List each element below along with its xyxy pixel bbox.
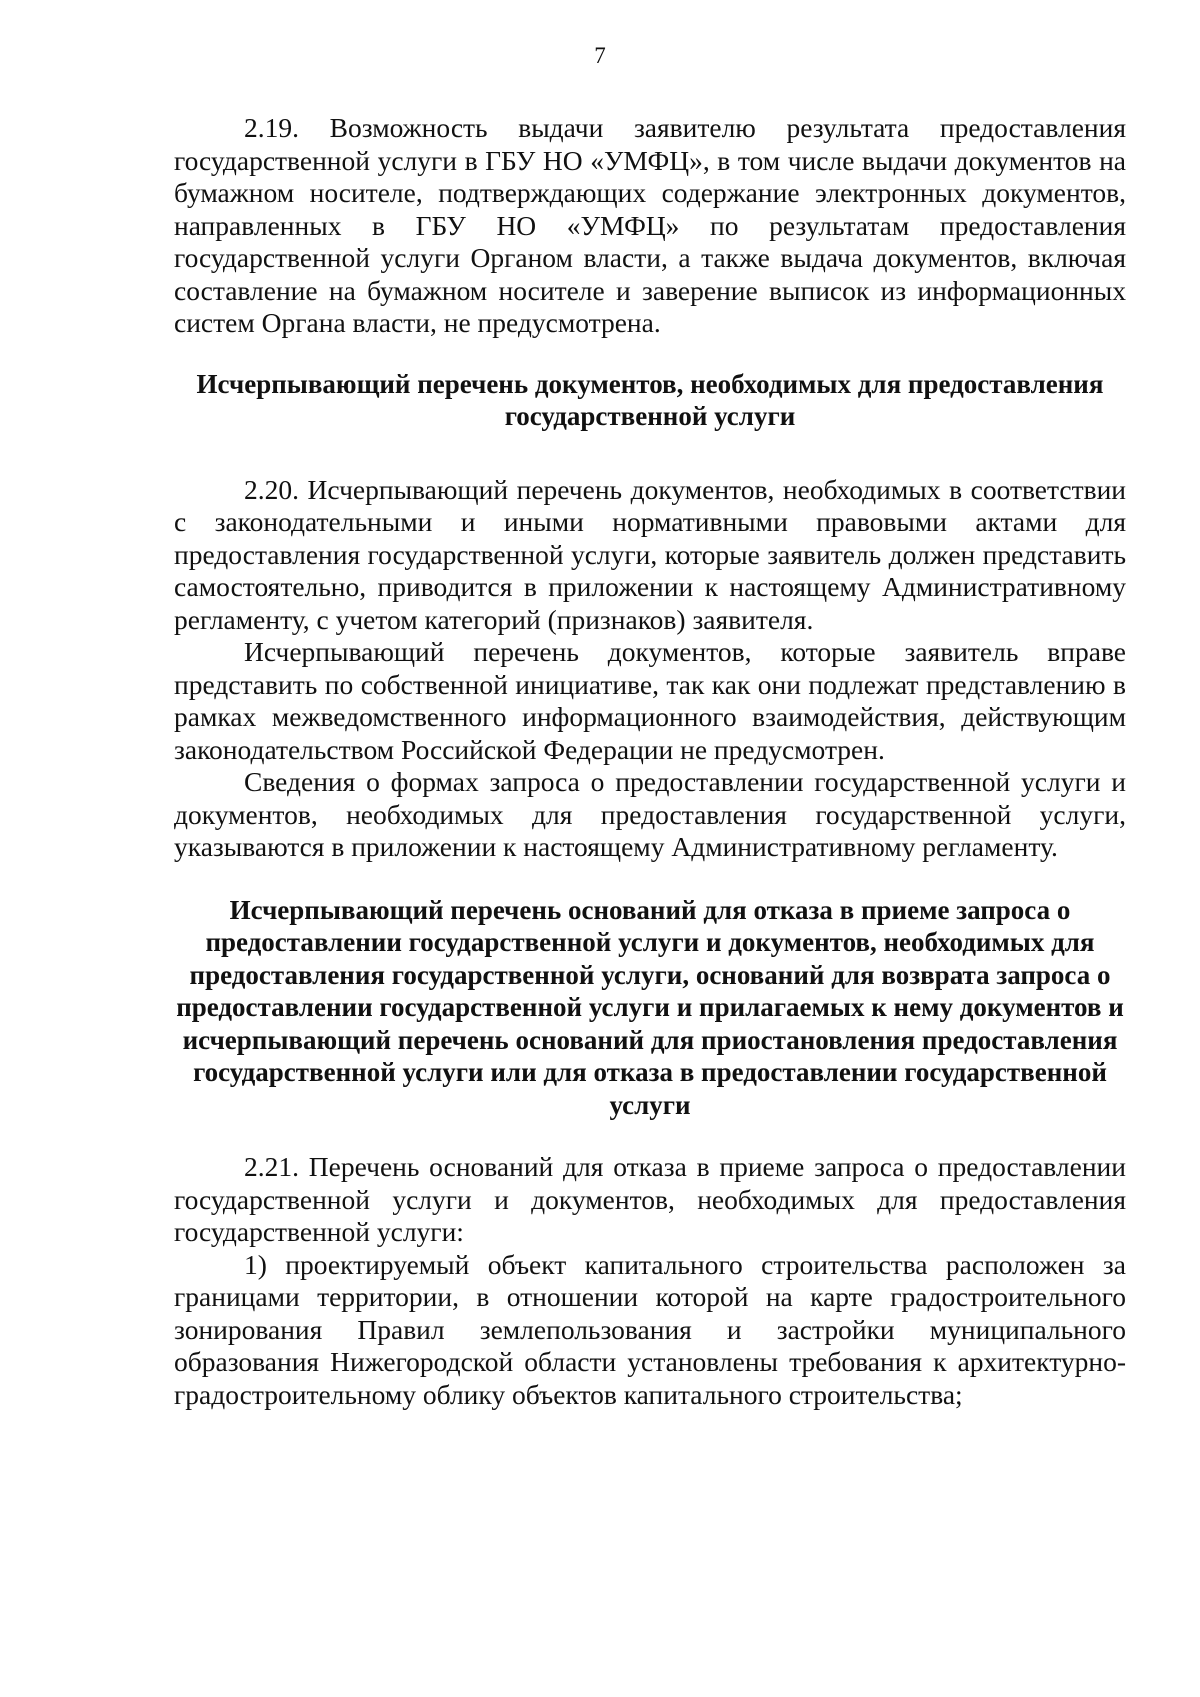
section-heading-documents: Исчерпывающий перечень документов, необходимых для предоставления государственной услуги [196, 368, 1104, 431]
page-number: 7 [594, 43, 606, 68]
paragraph-2-20: 2.20. Исчерпывающий перечень документов, необходимых в соответствии с законодательными и иными нормативными правовыми актами для предоставления государственной услуги, которые заявитель должен представить самостоятельно, приводится в приложении к настоящему Административному регламенту, с учетом категорий (признаков) заявителя. [174, 473, 1126, 635]
paragraph-forms-info: Сведения о формах запроса о предоставлении государственной услуги и документов, необходимых для предоставления государственной услуги, указываются в приложении к настоящему Административному регламенту. [174, 766, 1126, 862]
section-heading-refusal-grounds: Исчерпывающий перечень оснований для отказа в приеме запроса о предоставлении государственной услуги и документов, необходимых для предоставления государственной услуги, оснований для возврата запроса о предоставлении государственной услуги и прилагаемых к нему документов и исчерпывающий перечень оснований для приостановления предоставления государственной услуги или для отказа в предоставлении государственной услуги [176, 894, 1124, 1120]
paragraph-2-19: 2.19. Возможность выдачи заявителю результата предоставления государственной услуги в ГБУ НО «УМФЦ», в том числе выдачи документов на бумажном носителе, подтверждающих содержание электронных документов, направленных в ГБУ НО «УМФЦ» по результатам предоставления государственной услуги Органом власти, а также выдача документов, включая составление на бумажном носителе и заверение выписок из информационных систем Органа власти, не предусмотрена. [174, 112, 1126, 338]
paragraph-2-21: 2.21. Перечень оснований для отказа в приеме запроса о предоставлении государственной услуги и документов, необходимых для предоставления государственной услуги: [174, 1151, 1126, 1247]
list-item-1: 1) проектируемый объект капитального строительства расположен за границами территории, в отношении которой на карте градостроительного зонирования Правил землепользования и застройки муниципального образования Нижегородской области установлены требования к архитектурно-градостроительному облику объектов капитального строительства; [174, 1248, 1126, 1410]
paragraph-optional-documents: Исчерпывающий перечень документов, которые заявитель вправе представить по собственной инициативе, так как они подлежат представлению в рамках межведомственного информационного взаимодействия, действующим законодательством Российской Федерации не предусмотрен. [174, 636, 1126, 765]
document-body [174, 112, 1126, 1411]
